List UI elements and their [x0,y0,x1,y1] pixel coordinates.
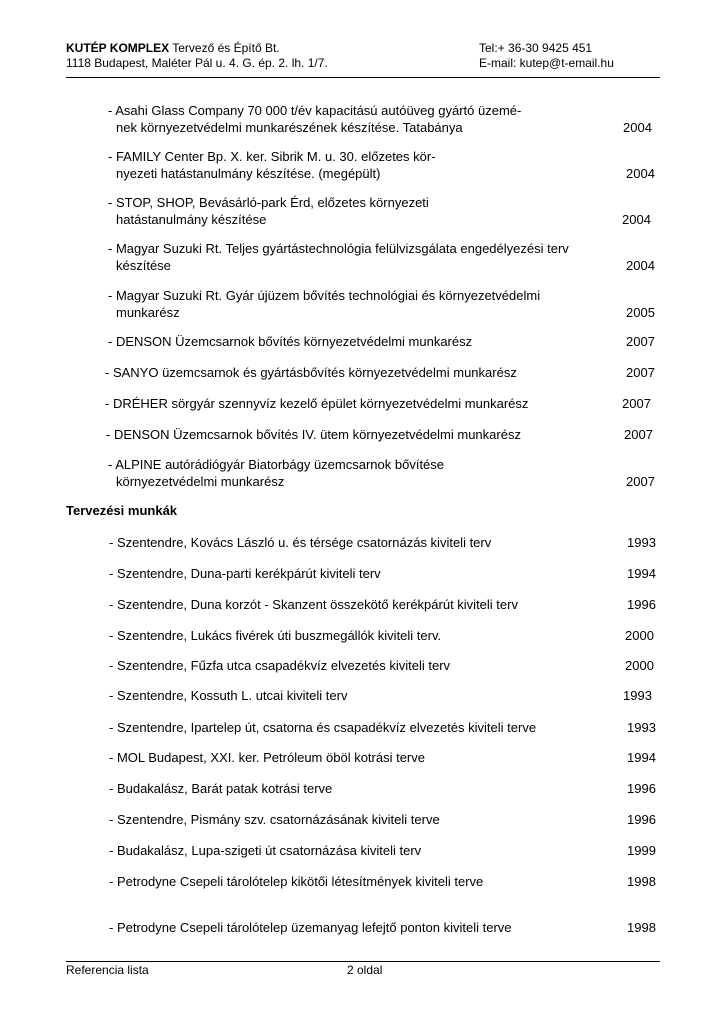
list-item-year: 2004 [622,212,651,227]
list-item-description [109,596,518,613]
list-item-description [109,719,536,736]
company-name: KUTÉP KOMPLEX [66,41,170,55]
footer-page-number: 2 oldal [347,963,383,977]
list-item-year: 1994 [627,566,656,581]
list-item-text-line1: - Szentendre, Lukács fivérek úti buszmegállók kiviteli terv. [109,628,442,643]
list-item-year: 1993 [623,688,652,703]
list-item-year: 2007 [624,427,653,442]
list-item-year: 1993 [627,535,656,550]
list-item-text-line1: - Magyar Suzuki Rt. Teljes gyártástechnológia felülvizsgálata engedélyezési terv [108,241,569,256]
list-item-year: 2004 [623,120,652,135]
page-header [66,41,660,78]
list-item-year: 1994 [627,750,656,765]
list-item-year: 1993 [627,720,656,735]
list-item-description [108,102,521,136]
list-item-description [109,811,440,828]
list-item-text-line1: - SANYO üzemcsarnok és gyártásbővítés környezetvédelmi munkarész [105,365,517,380]
list-item-year: 2004 [626,166,655,181]
list-item-year: 2000 [625,628,654,643]
list-item-text-line2: munkarész [116,305,180,320]
header-contact-block [479,41,614,71]
list-item-text-line1: - Szentendre, Duna korzót - Skanzent összekötő kerékpárút kiviteli terv [109,597,518,612]
list-item-text-line2: környezetvédelmi munkarész [116,474,285,489]
list-item-year: 1996 [627,597,656,612]
list-item-text-line1: - DRÉHER sörgyár szennyvíz kezelő épület környezetvédelmi munkarész [105,396,529,411]
list-item-description [109,657,450,674]
list-item-description [108,148,436,182]
list-item-text-line1: - Szentendre, Duna-parti kerékpárút kiviteli terv [109,566,381,581]
list-item-text-line1: - MOL Budapest, XXI. ker. Petróleum öböl kotrási terve [109,750,425,765]
list-item-text-line1: - Szentendre, Kovács László u. és térsége csatornázás kiviteli terv [109,535,492,550]
company-address: 1118 Budapest, Maléter Pál u. 4. G. ép. 2. lh. 1/7. [66,56,328,70]
list-item-text-line2: nek környezetvédelmi munkarészének készítése. Tatabánya [116,120,463,135]
list-item-year: 2007 [622,396,651,411]
list-item-description [109,780,332,797]
list-item-text-line1: - Szentendre, Fűzfa utca csapadékvíz elvezetés kiviteli terv [109,658,451,673]
list-item-text-line1: - Petrodyne Csepeli tárolótelep üzemanyag lefejtő ponton kiviteli terve [109,920,512,935]
list-item-year: 1996 [627,781,656,796]
list-item-description [109,534,491,551]
list-item-description [109,565,381,582]
list-item-description [108,240,569,274]
list-item-description [106,426,521,443]
page-footer [66,961,660,977]
list-item-description [109,627,441,644]
list-item-text-line1: - DENSON Üzemcsarnok bővítés környezetvédelmi munkarész [108,334,473,349]
list-item-description [105,395,528,412]
list-item-year: 1996 [627,812,656,827]
list-item-year: 2005 [626,305,655,320]
list-item-year: 2000 [625,658,654,673]
list-item-text-line1: - Budakalász, Barát patak kotrási terve [109,781,333,796]
list-item-year: 2007 [626,365,655,380]
list-item-year: 1998 [627,874,656,889]
list-item-description [108,287,540,321]
list-item-text-line1: - Szentendre, Ipartelep út, csatorna és csapadékvíz elvezetés kiviteli terve [109,720,537,735]
company-email: E-mail: kutep@t-email.hu [479,56,614,70]
list-item-text-line1: - Szentendre, Kossuth L. utcai kiviteli terv [109,688,348,703]
list-item-text-line1: - Magyar Suzuki Rt. Gyár újüzem bővítés technológiai és környezetvédelmi [108,288,541,303]
list-item-text-line2: nyezeti hatástanulmány készítése. (megépült) [116,166,381,181]
list-item-description [109,919,512,936]
list-item-year: 1999 [627,843,656,858]
list-item-year: 2007 [626,474,655,489]
header-company-block [66,41,328,71]
company-type: Tervező és Építő Bt. [169,41,280,55]
list-item-description [108,194,429,228]
list-item-description [109,873,483,890]
list-item-text-line1: - Petrodyne Csepeli tárolótelep kikötői létesítmények kiviteli terve [109,874,484,889]
list-item-text-line1: - DENSON Üzemcsarnok bővítés IV. ütem környezetvédelmi munkarész [106,427,521,442]
list-item-text-line2: készítése [116,258,171,273]
list-item-text-line1: - Asahi Glass Company 70 000 t/év kapacitású autóüveg gyártó üzemé- [108,103,522,118]
list-item-text-line1: - FAMILY Center Bp. X. ker. Sibrik M. u. 30. előzetes kör- [108,149,436,164]
list-item-description [109,842,421,859]
list-item-description [105,364,517,381]
list-item-year: 2007 [626,334,655,349]
list-item-description [109,687,347,704]
list-item-description [108,333,472,350]
list-item-text-line1: - ALPINE autórádiógyár Biatorbágy üzemcsarnok bővítése [108,457,445,472]
list-item-text-line1: - STOP, SHOP, Bevásárló-park Érd, előzetes környezeti [108,195,429,210]
list-item-description [108,456,444,490]
list-item-year: 1998 [627,920,656,935]
footer-document-name: Referencia lista [66,963,149,977]
list-item-text-line1: - Szentendre, Pismány szv. csatornázásának kiviteli terve [109,812,440,827]
list-item-year: 2004 [626,258,655,273]
section-title-design-works: Tervezési munkák [66,503,178,518]
company-phone: Tel:+ 36-30 9425 451 [479,41,593,55]
list-item-description [109,749,425,766]
list-item-text-line1: - Budakalász, Lupa-szigeti út csatornázása kiviteli terv [109,843,422,858]
list-item-text-line2: hatástanulmány készítése [116,212,267,227]
